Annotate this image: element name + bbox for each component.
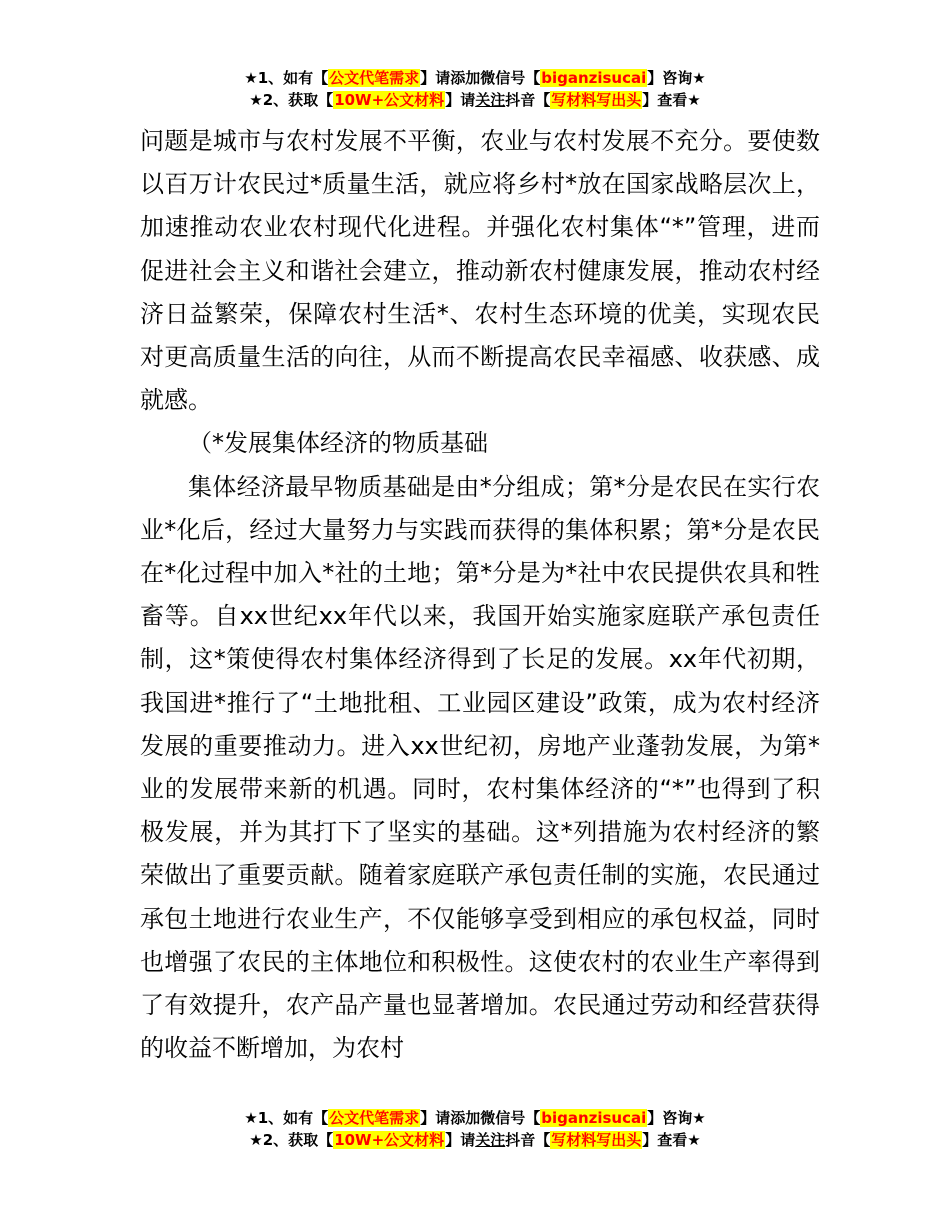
banner-line-2 [0, 1129, 950, 1151]
banner-text: ★1、如有【 [244, 1109, 329, 1127]
banner-text: ★1、如有【 [244, 69, 329, 87]
banner-highlight: 公文代笔需求 [329, 69, 420, 87]
banner-text: 】咨询★ [647, 1109, 706, 1127]
banner-text: ★2、获取【 [249, 91, 334, 109]
footer-banner [0, 1107, 950, 1151]
banner-text: ★2、获取【 [249, 1131, 334, 1149]
banner-text: 】查看★ [642, 1131, 701, 1149]
douyin-account-highlight: 写材料写出头 [551, 91, 642, 109]
body-paragraph: 集体经济最早物质基础是由*分组成；第*分是农民在实行农业*化后，经过大量努力与实践而获得的集体积累；第*分是农民在*化过程中加入*社的土地；第*分是为*社中农民提供农具和牲畜等。自xx世纪xx年代以来，我国开始实施家庭联产承包责任制，这*策使得农村集体经济得到了长足的发展。xx年代初期，我国进*推行了“土地批租、工业园区建设”政策，成为农村经济发展的重要推动力。进入xx世纪初，房地产业蓬勃发展，为第*业的发展带来新的机遇。同时，农村集体经济的“*”也得到了积极发展，并为其打下了坚实的基础。这*列措施为农村经济的繁荣做出了重要贡献。随着家庭联产承包责任制的实施，农民通过承包土地进行农业生产，不仅能够享受到相应的承包权益，同时也增强了农民的主体地位和积极性。这使农村的农业生产率得到了有效提升，农产品产量也显著增加。农民通过劳动和经营获得的收益不断增加，为农村 [140, 472, 820, 1063]
banner-text: 】请添加微信号【 [420, 69, 541, 87]
section-heading: （*发展集体经济的物质基础 [188, 429, 488, 458]
banner-underlined-text: 关注 [475, 1131, 506, 1149]
banner-highlight: 10W+公文材料 [334, 1131, 445, 1149]
banner-line-1 [0, 1107, 950, 1129]
banner-text: 】请 [445, 91, 476, 109]
banner-highlight: 公文代笔需求 [329, 1109, 420, 1127]
banner-text: 】咨询★ [647, 69, 706, 87]
header-banner [0, 67, 950, 111]
banner-text: 抖音【 [505, 91, 551, 109]
banner-text: 】请添加微信号【 [420, 1109, 541, 1127]
banner-text: 】查看★ [642, 91, 701, 109]
wechat-id-highlight: biganzisucai [541, 69, 647, 87]
banner-highlight: 10W+公文材料 [334, 91, 445, 109]
document-body [140, 120, 820, 1070]
banner-line-1 [0, 67, 950, 89]
douyin-account-highlight: 写材料写出头 [551, 1131, 642, 1149]
banner-text: 】请 [445, 1131, 476, 1149]
body-paragraph: 问题是城市与农村发展不平衡，农业与农村发展不充分。要使数以百万计农民过*质量生活，就应将乡村*放在国家战略层次上，加速推动农业农村现代化进程。并强化农村集体“*”管理，进而促进社会主义和谐社会建立，推动新农村健康发展，推动农村经济日益繁荣，保障农村生活*、农村生态环境的优美，实现农民对更高质量生活的向往，从而不断提高农民幸福感、收获感、成就感。 [140, 127, 820, 415]
banner-line-2 [0, 89, 950, 111]
banner-underlined-text: 关注 [475, 91, 506, 109]
banner-text: 抖音【 [505, 1131, 551, 1149]
wechat-id-highlight: biganzisucai [541, 1109, 647, 1127]
